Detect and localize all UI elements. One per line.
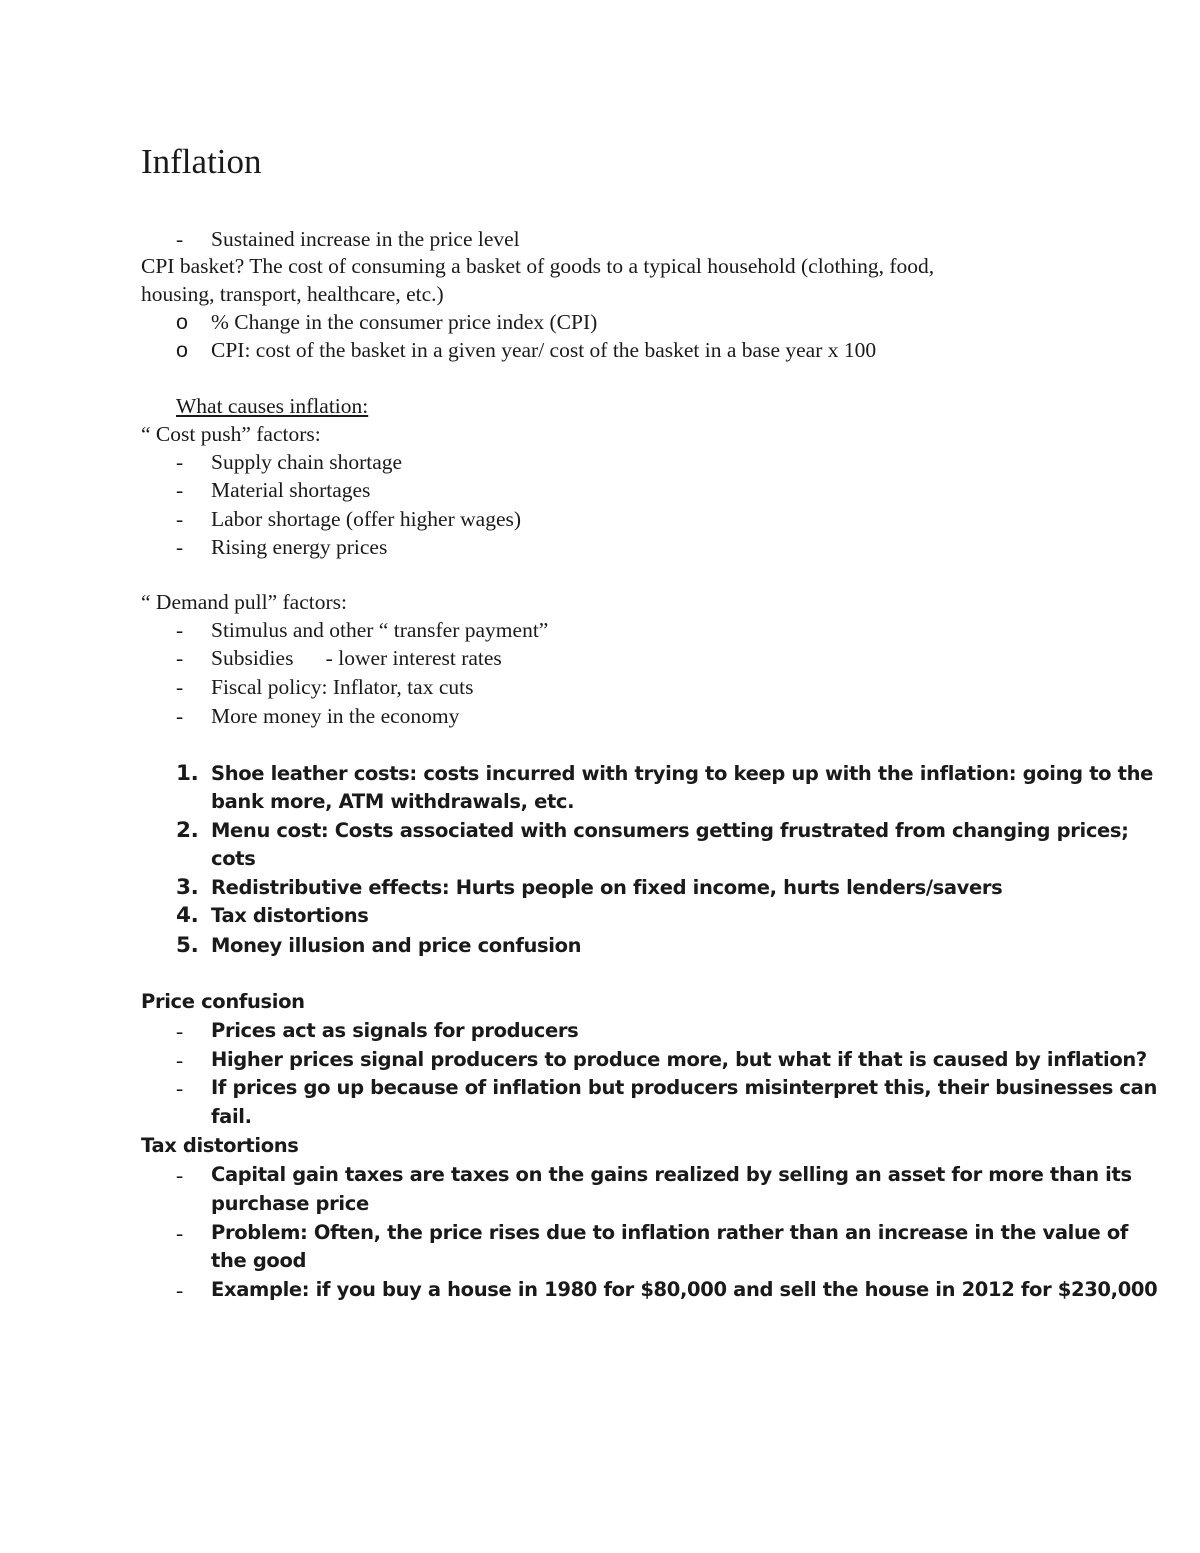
tax-distortions-item: the good — [211, 1249, 307, 1272]
cost-item-line: bank more, ATM withdrawals, etc. — [211, 790, 575, 813]
cost-push-item: Supply chain shortage — [211, 450, 403, 474]
tax-distortions-heading: Tax distortions — [141, 1134, 299, 1157]
cpi-point-item: % Change in the consumer price index (CPI) — [211, 310, 598, 334]
demand-pull-item: More money in the economy — [211, 704, 460, 728]
cost-item-line: Money illusion and price confusion — [211, 934, 582, 957]
tax-distortions-item: Problem: Often, the price rises due to inflation rather than an increase in the value of — [211, 1221, 1128, 1244]
dash-bullet: - — [176, 450, 184, 474]
definition-text: Sustained increase in the price level — [211, 227, 520, 251]
cpi-basket-line-2: housing, transport, healthcare, etc.) — [141, 282, 444, 306]
demand-pull-item: Subsidies - lower interest rates — [211, 646, 502, 670]
tax-distortions-item: Capital gain taxes are taxes on the gains realized by selling an asset for more than its — [211, 1163, 1132, 1186]
dash-bullet: - — [176, 646, 184, 670]
dash-bullet: - — [176, 1019, 184, 1043]
cost-item-line: Redistributive effects: Hurts people on fixed income, hurts lenders/savers — [211, 876, 1003, 899]
circle-bullet: o — [176, 310, 188, 334]
dash-bullet: - — [176, 1163, 184, 1187]
price-confusion-heading: Price confusion — [141, 990, 305, 1013]
dash-bullet: - — [176, 1048, 184, 1072]
dash-bullet: - — [176, 675, 184, 699]
list-number: 4. — [176, 903, 199, 928]
list-number: 1. — [176, 761, 199, 786]
dash-bullet: - — [176, 227, 184, 251]
demand-pull-item: Stimulus and other “ transfer payment” — [211, 618, 549, 642]
cost-push-item: Rising energy prices — [211, 535, 388, 559]
list-number: 3. — [176, 875, 199, 900]
price-confusion-item: fail. — [211, 1105, 252, 1128]
demand-pull-item: Fiscal policy: Inflator, tax cuts — [211, 675, 474, 699]
price-confusion-item: Higher prices signal producers to produce more, but what if that is caused by inflation? — [211, 1048, 1147, 1071]
tax-distortions-item: Example: if you buy a house in 1980 for $80,000 and sell the house in 2012 for $230,000 — [211, 1278, 1158, 1301]
causes-heading: What causes inflation: — [176, 394, 369, 418]
tax-distortions-item: purchase price — [211, 1192, 369, 1215]
dash-bullet: - — [176, 478, 184, 502]
cost-item-line: Shoe leather costs: costs incurred with trying to keep up with the inflation: going to the — [211, 762, 1154, 785]
price-confusion-item: Prices act as signals for producers — [211, 1019, 579, 1042]
list-number: 5. — [176, 933, 199, 958]
list-number: 2. — [176, 818, 199, 843]
demand-pull-heading: “ Demand pull” factors: — [141, 590, 347, 614]
cost-push-heading: “ Cost push” factors: — [141, 422, 321, 446]
dash-bullet: - — [176, 1076, 184, 1100]
cost-push-item: Material shortages — [211, 478, 371, 502]
dash-bullet: - — [176, 618, 184, 642]
dash-bullet: - — [176, 1278, 184, 1302]
cost-item-line: Tax distortions — [211, 904, 369, 927]
cost-item-line: Menu cost: Costs associated with consumers getting frustrated from changing prices; — [211, 819, 1129, 842]
dash-bullet: - — [176, 507, 184, 531]
circle-bullet: o — [176, 338, 188, 362]
dash-bullet: - — [176, 535, 184, 559]
cost-item-line: cots — [211, 847, 256, 870]
price-confusion-item: If prices go up because of inflation but producers misinterpret this, their businesses can — [211, 1076, 1157, 1099]
cpi-basket-line-1: CPI basket? The cost of consuming a basket of goods to a typical household (clothing, food, — [141, 254, 935, 278]
dash-bullet: - — [176, 1221, 184, 1245]
document-title: Inflation — [141, 142, 262, 181]
cpi-point-item: CPI: cost of the basket in a given year/ cost of the basket in a base year x 100 — [211, 338, 877, 362]
dash-bullet: - — [176, 704, 184, 728]
cost-push-item: Labor shortage (offer higher wages) — [211, 507, 522, 531]
